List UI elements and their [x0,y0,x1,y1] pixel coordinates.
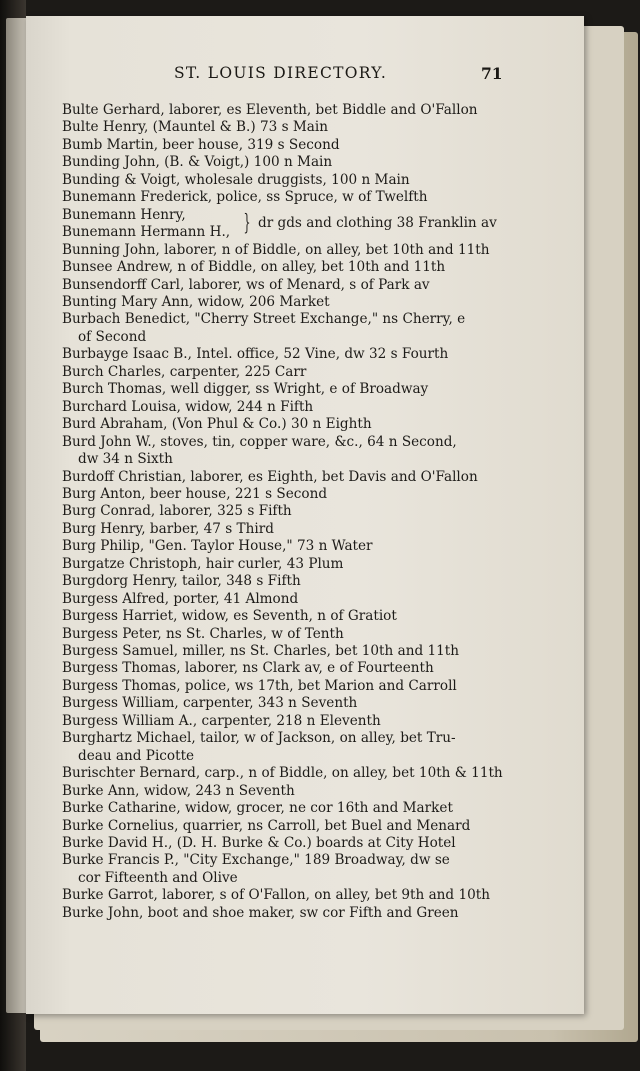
page-header [26,64,584,86]
page-number: 71 [481,64,503,83]
entry-text: Bunding & Voigt, wholesale druggists, 100 n Main [62,171,410,188]
entry-text: Bunsee Andrew, n of Biddle, on alley, bet 10th and 11th [62,259,446,276]
entry-continuation: deau and Picotte [78,747,195,764]
directory-entry [62,800,542,817]
directory-entry [62,172,542,189]
entry-text: Burghartz Michael, tailor, w of Jackson, on alley, bet Tru- [62,730,456,747]
entry-text: Bulte Henry, (Mauntel & B.) 73 s Main [62,119,328,136]
entry-text: Burke Cornelius, quarrier, ns Carroll, bet Buel and Menard [62,817,471,834]
directory-entry [62,119,542,136]
entry-text: Bunsendorff Carl, laborer, ws of Menard, s of Park av [62,276,430,293]
entry-text: Burgess Thomas, police, ws 17th, bet Marion and Carroll [62,677,457,694]
entry-text: Burch Thomas, well digger, ss Wright, e of Broadway [62,381,429,398]
directory-page [26,16,584,1014]
entry-continuation: dw 34 n Sixth [78,451,173,468]
entry-text: Bunning John, laborer, n of Biddle, on alley, bet 10th and 11th [62,241,490,258]
directory-entry [62,154,542,171]
directory-entry [62,521,542,538]
entry-text: Burgess Alfred, porter, 41 Almond [62,590,299,607]
directory-entry [62,137,542,154]
directory-entry [62,730,542,765]
entry-text: Burg Anton, beer house, 221 s Second [62,485,328,502]
entry-text: Burchard Louisa, widow, 244 n Fifth [62,398,314,415]
page-title: ST. LOUIS DIRECTORY. [174,64,388,82]
entry-text: Burke Garrot, laborer, s of O'Fallon, on alley, bet 9th and 10th [62,887,490,904]
directory-entry [62,643,542,660]
directory-entries [62,102,542,922]
entry-text: Burbayge Isaac B., Intel. office, 52 Vine, dw 32 s Fourth [62,346,449,363]
entry-text: Burgess Harriet, widow, es Seventh, n of Gratiot [62,608,397,625]
entry-text: Burke Francis P., "City Exchange," 189 Broadway, dw se [62,852,450,869]
entry-text: Burke Ann, widow, 243 n Seventh [62,782,295,799]
directory-entry [62,207,542,242]
entry-text: Bumb Martin, beer house, 319 s Second [62,136,340,153]
entry-text: Burke Catharine, widow, grocer, ne cor 16th and Market [62,800,453,817]
entry-continuation: of Second [78,328,147,345]
directory-entry [62,783,542,800]
directory-entry [62,556,542,573]
directory-entry [62,591,542,608]
directory-entry [62,416,542,433]
entry-text: Bunting Mary Ann, widow, 206 Market [62,293,330,310]
entry-text: Burd John W., stoves, tin, copper ware, &c., 64 n Second, [62,433,457,450]
directory-entry [62,434,542,469]
entry-text: Burgess William, carpenter, 343 n Seventh [62,695,358,712]
entry-continuation: cor Fifteenth and Olive [78,869,238,886]
entry-text: Burg Conrad, laborer, 325 s Fifth [62,503,292,520]
entry-text: Bulte Gerhard, laborer, es Eleventh, bet Biddle and O'Fallon [62,102,478,118]
directory-entry [62,538,542,555]
directory-entry [62,469,542,486]
directory-entry [62,277,542,294]
directory-entry [62,573,542,590]
entry-name: Bunemann Henry, [62,206,186,223]
directory-entry [62,503,542,520]
entry-text: Burg Henry, barber, 47 s Third [62,520,274,537]
directory-entry [62,294,542,311]
directory-entry [62,765,542,782]
directory-entry [62,102,542,119]
entry-text: Burgess Samuel, miller, ns St. Charles, bet 10th and 11th [62,643,459,660]
directory-entry [62,486,542,503]
directory-entry [62,695,542,712]
entry-text: Burbach Benedict, "Cherry Street Exchange," ns Cherry, e [62,311,466,328]
directory-entry [62,608,542,625]
entry-text: Burd Abraham, (Von Phul & Co.) 30 n Eighth [62,416,372,433]
entry-text: Burgdorg Henry, tailor, 348 s Fifth [62,573,301,590]
entry-shared-text: dr gds and clothing 38 Franklin av [258,214,497,231]
directory-entry [62,626,542,643]
entry-text: Burg Philip, "Gen. Taylor House," 73 n Water [62,538,373,555]
entry-text: Bunemann Frederick, police, ss Spruce, w of Twelfth [62,189,428,206]
directory-entry [62,311,542,346]
directory-entry [62,835,542,852]
entry-text: Burgatze Christoph, hair curler, 43 Plum [62,555,344,572]
directory-entry [62,242,542,259]
directory-entry [62,713,542,730]
entry-names [62,207,230,242]
directory-entry [62,905,542,922]
directory-entry [62,678,542,695]
directory-entry [62,399,542,416]
entry-text: Burdoff Christian, laborer, es Eighth, bet Davis and O'Fallon [62,468,478,485]
directory-entry [62,346,542,363]
directory-entry [62,852,542,887]
directory-entry [62,887,542,904]
entry-text: Burischter Bernard, carp., n of Biddle, on alley, bet 10th & 11th [62,765,503,782]
brace-mark: } [243,210,251,236]
directory-entry [62,381,542,398]
directory-entry [62,660,542,677]
entry-text: Burke John, boot and shoe maker, sw cor Fifth and Green [62,904,459,921]
entry-text: Bunding John, (B. & Voigt,) 100 n Main [62,154,333,171]
entry-text: Burgess William A., carpenter, 218 n Eleventh [62,712,381,729]
entry-text: Burgess Thomas, laborer, ns Clark av, e of Fourteenth [62,660,434,677]
entry-text: Burke David H., (D. H. Burke & Co.) boards at City Hotel [62,835,456,852]
entry-text: Burgess Peter, ns St. Charles, w of Tenth [62,625,344,642]
directory-entry [62,189,542,206]
directory-entry [62,259,542,276]
directory-entry [62,364,542,381]
entry-name: Bunemann Hermann H., [62,224,231,241]
entry-text: Burch Charles, carpenter, 225 Carr [62,363,307,380]
directory-entry [62,818,542,835]
